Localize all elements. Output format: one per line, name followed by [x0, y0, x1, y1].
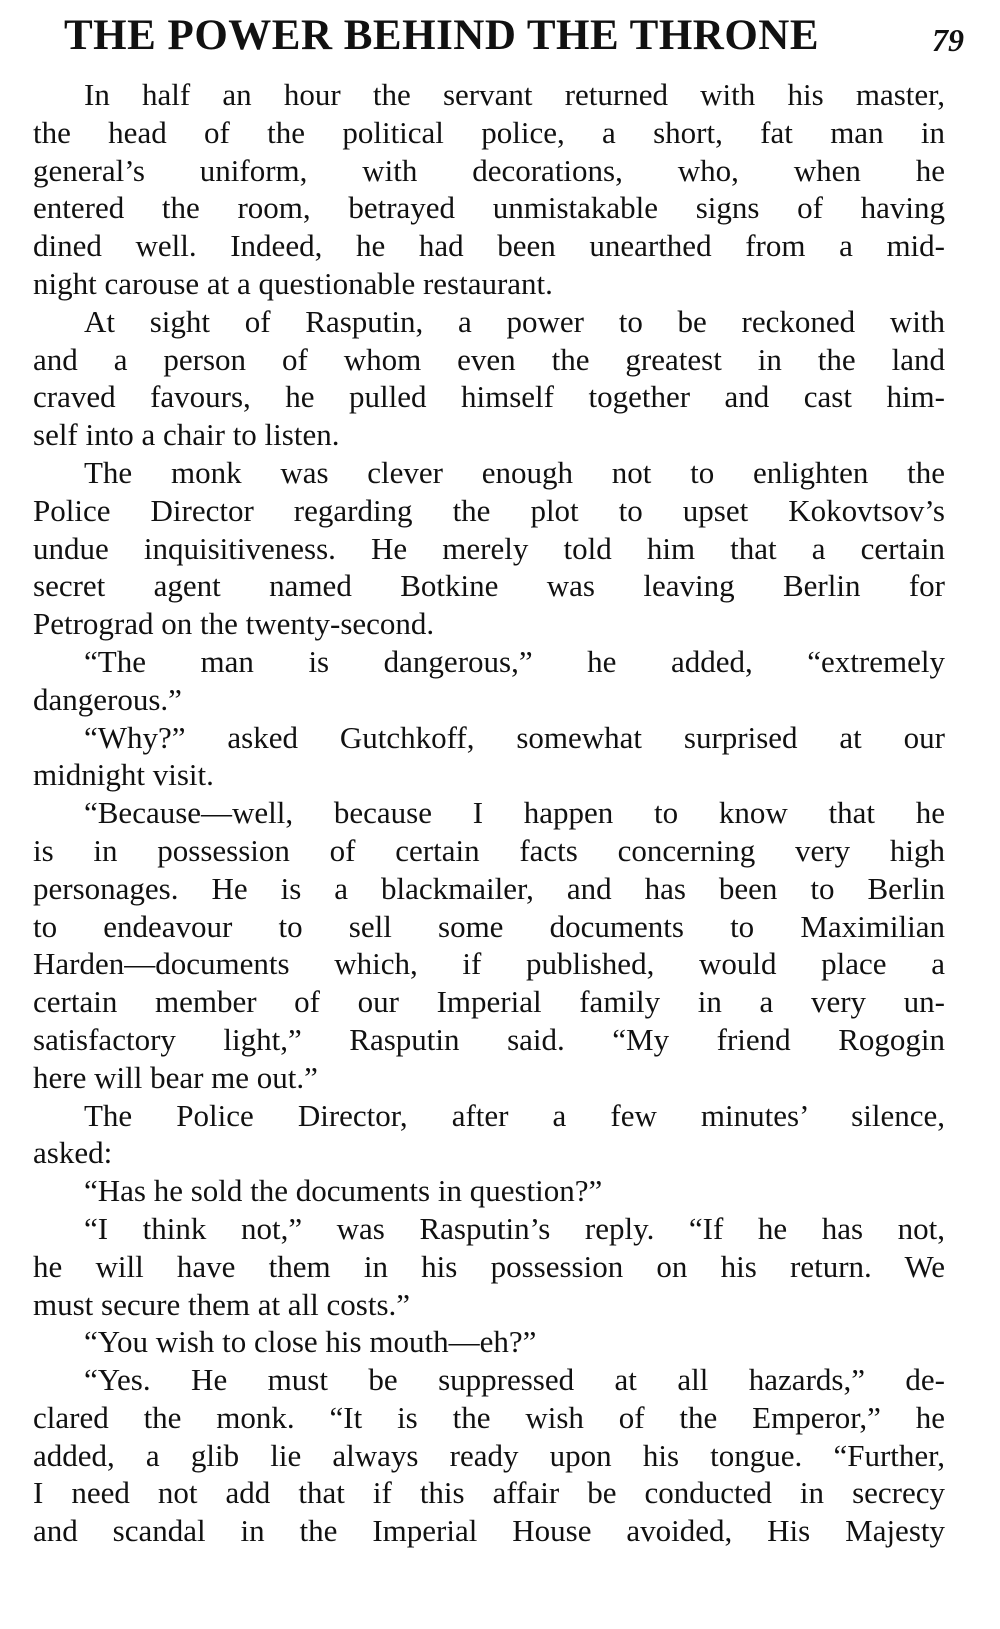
text-line: I need not add that if this affair be conducted in secrecy — [33, 1475, 945, 1511]
text-line: undue inquisitiveness. He merely told him that a certain — [33, 530, 945, 566]
text-line: “Why?” asked Gutchkoff, somewhat surprised at our — [84, 719, 945, 755]
text-line: secret agent named Botkine was leaving Berlin for — [33, 568, 945, 604]
text-line: to endeavour to sell some documents to Maximilian — [33, 908, 945, 944]
page-number: 79 — [932, 22, 964, 58]
body-text — [33, 76, 945, 1550]
text-line: he will have them in his possession on his return. We — [33, 1248, 945, 1284]
running-title: THE POWER BEHIND THE THRONE — [64, 12, 820, 59]
text-line: added, a glib lie always ready upon his tongue. “Further, — [33, 1437, 945, 1473]
text-line: and scandal in the Imperial House avoided, His Majesty — [33, 1513, 945, 1549]
text-line: certain member of our Imperial family in a very un- — [33, 984, 945, 1020]
text-line: night carouse at a questionable restaurant. — [33, 265, 553, 301]
text-line: general’s uniform, with decorations, who, when he — [33, 152, 945, 188]
text-line: entered the room, betrayed unmistakable signs of having — [33, 190, 945, 226]
text-line: In half an hour the servant returned with his master, — [84, 77, 945, 112]
text-line: At sight of Rasputin, a power to be reckoned with — [84, 303, 945, 339]
text-line: craved favours, he pulled himself together and cast him- — [33, 379, 945, 415]
text-line: “Has he sold the documents in question?” — [84, 1173, 603, 1209]
text-line: is in possession of certain facts concerning very high — [33, 832, 945, 868]
text-line: “I think not,” was Rasputin’s reply. “If he has not, — [84, 1210, 945, 1246]
text-line: dangerous.” — [33, 681, 182, 717]
running-head — [64, 8, 964, 64]
text-line: must secure them at all costs.” — [33, 1286, 411, 1322]
text-line: the head of the political police, a short, fat man in — [33, 114, 945, 150]
text-line: Harden—documents which, if published, would place a — [33, 946, 945, 982]
text-line: asked: — [33, 1135, 113, 1171]
text-line: personages. He is a blackmailer, and has been to Berlin — [33, 870, 945, 906]
text-line: “You wish to close his mouth—eh?” — [84, 1324, 537, 1360]
text-line: “Yes. He must be suppressed at all hazards,” de- — [84, 1362, 945, 1398]
text-line: “The man is dangerous,” he added, “extremely — [84, 643, 945, 679]
text-line: The monk was clever enough not to enlighten the — [84, 454, 945, 490]
text-line: “Because—well, because I happen to know that he — [84, 795, 945, 831]
text-line: Police Director regarding the plot to upset Kokovtsov’s — [33, 492, 945, 528]
text-line: and a person of whom even the greatest in the land — [33, 341, 945, 377]
text-line: dined well. Indeed, he had been unearthed from a mid- — [33, 228, 945, 264]
text-line: self into a chair to listen. — [33, 417, 340, 453]
text-line: satisfactory light,” Rasputin said. “My friend Rogogin — [33, 1021, 945, 1057]
text-line: The Police Director, after a few minutes’ silence, — [84, 1097, 945, 1133]
text-line: clared the monk. “It is the wish of the Emperor,” he — [33, 1399, 945, 1435]
text-line: Petrograd on the twenty-second. — [33, 606, 435, 642]
text-line: here will bear me out.” — [33, 1059, 318, 1095]
text-line: midnight visit. — [33, 757, 214, 793]
